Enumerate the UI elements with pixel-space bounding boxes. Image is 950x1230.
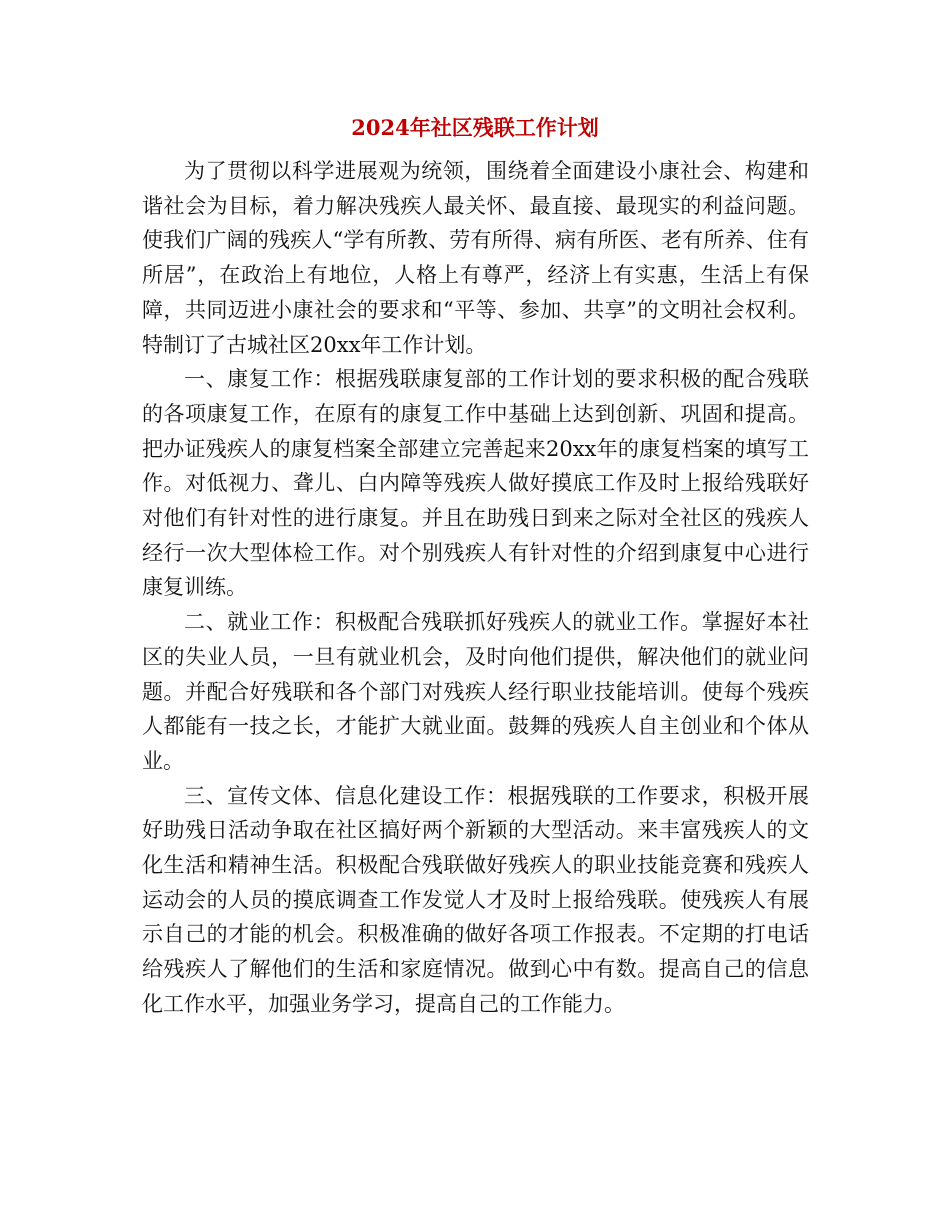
- paragraph-rehabilitation: 一、康复工作：根据残联康复部的工作计划的要求积极的配合残联的各项康复工作，在原有的康复工作中基础上达到创新、巩固和提高。把办证残疾人的康复档案全部建立完善起来20xx年的康复档案的填写工作。对低视力、聋儿、白内障等残疾人做好摸底工作及时上报给残联好对他们有针对性的进行康复。并且在助残日到来之际对全社区的残疾人经行一次大型体检工作。对个别残疾人有针对性的介绍到康复中心进行康复训练。: [142, 367, 809, 600]
- paragraph-publicity: 三、宣传文体、信息化建设工作：根据残联的工作要求，积极开展好助残日活动争取在社区搞好两个新颖的大型活动。来丰富残疾人的文化生活和精神生活。积极配合残联做好残疾人的职业技能竞赛和残疾人运动会的人员的摸底调查工作发觉人才及时上报给残联。使残疾人有展示自己的才能的机会。积极准确的做好各项工作报表。不定期的打电话给残疾人了解他们的生活和家庭情况。做到心中有数。提高自己的信息化工作水平，加强业务学习，提高自己的工作能力。: [142, 783, 809, 1016]
- document-body: [142, 154, 809, 1022]
- paragraph-employment: 二、就业工作：积极配合残联抓好残疾人的就业工作。掌握好本社区的失业人员，一旦有就业机会，及时向他们提供，解决他们的就业问题。并配合好残联和各个部门对残疾人经行职业技能培训。使每个残疾人都能有一技之长，才能扩大就业面。鼓舞的残疾人自主创业和个体从业。: [142, 610, 809, 773]
- document-title: 2024年社区残联工作计划: [351, 115, 599, 140]
- paragraph-intro: 为了贯彻以科学进展观为统领，围绕着全面建设小康社会、构建和谐社会为目标，着力解决残疾人最关怀、最直接、最现实的利益问题。使我们广阔的残疾人“学有所教、劳有所得、病有所医、老有所养、住有所居”，在政治上有地位，人格上有尊严，经济上有实惠，生活上有保障，共同迈进小康社会的要求和“平等、参加、共享”的文明社会权利。特制订了古城社区20xx年工作计划。: [142, 159, 809, 357]
